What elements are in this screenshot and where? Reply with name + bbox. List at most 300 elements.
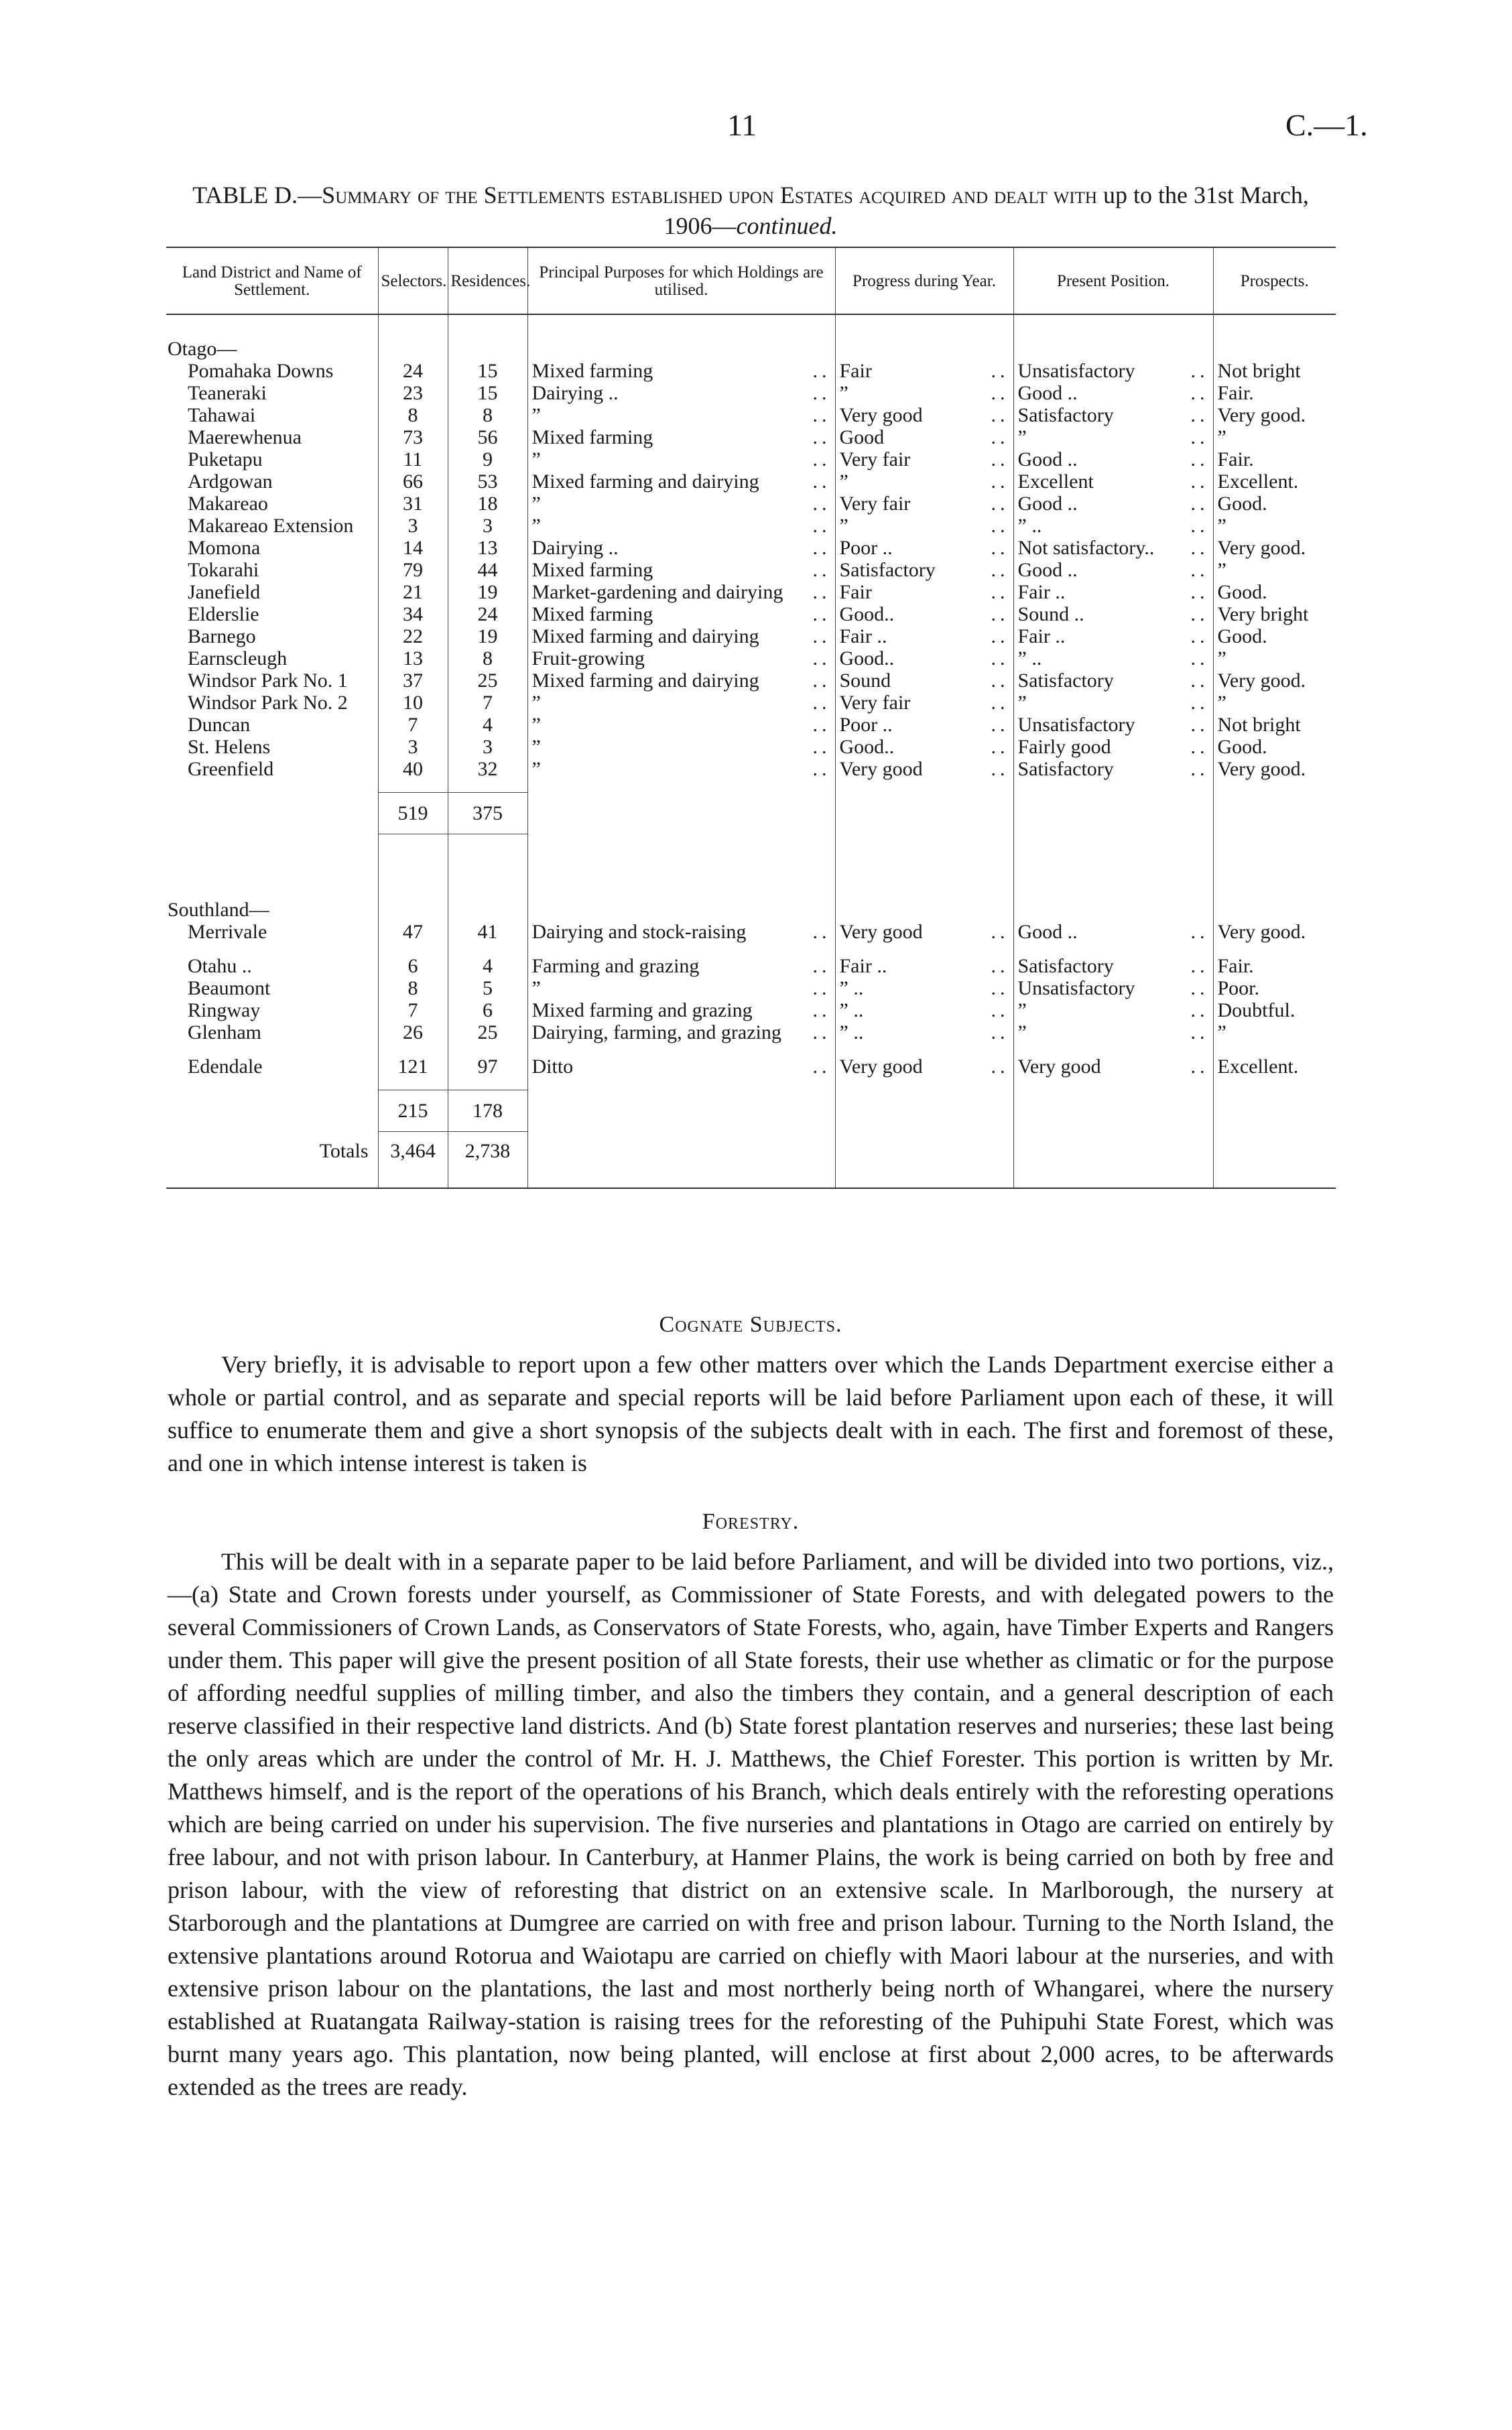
prospects-text: Good. — [1213, 625, 1336, 647]
dot-leader: .. — [1190, 1056, 1209, 1078]
dot-leader: .. — [991, 977, 1009, 999]
column-header: Residences. — [448, 247, 527, 314]
prospects-text: Very good. — [1213, 404, 1336, 426]
position-text: Good .. — [1017, 493, 1078, 515]
progress-text-cell — [835, 493, 1013, 515]
purpose-text: Ditto — [531, 1056, 574, 1078]
purpose-text-cell — [527, 736, 835, 758]
progress-text-cell — [835, 382, 1013, 404]
progress-text: Good.. — [839, 736, 895, 758]
progress-text-cell — [835, 921, 1013, 943]
progress-text: Good.. — [839, 647, 895, 669]
progress-text: Fair — [839, 581, 872, 603]
position-text: ” — [1017, 999, 1027, 1021]
dot-leader: .. — [812, 493, 831, 515]
column-header: Land District and Name of Settlement. — [166, 247, 378, 314]
dot-leader: .. — [812, 448, 831, 470]
progress-text-cell — [835, 1056, 1013, 1078]
progress-text-cell — [835, 603, 1013, 625]
table-row — [166, 692, 1336, 714]
table-row — [166, 515, 1336, 537]
dot-leader: .. — [991, 758, 1009, 780]
progress-text: Fair .. — [839, 955, 887, 977]
dot-leader: .. — [1190, 625, 1209, 647]
table-row — [166, 382, 1336, 404]
dot-leader: .. — [991, 448, 1009, 470]
table-row — [166, 1056, 1336, 1078]
dot-leader: .. — [812, 515, 831, 537]
position-text-cell — [1013, 581, 1213, 603]
dot-leader: .. — [1190, 559, 1209, 581]
progress-text-cell — [835, 625, 1013, 647]
dot-leader: .. — [1190, 515, 1209, 537]
table-row — [166, 977, 1336, 999]
subtotal-selectors: 519 — [378, 793, 448, 834]
purpose-text: Mixed farming and grazing — [531, 999, 753, 1021]
progress-text-cell — [835, 470, 1013, 493]
position-text: Very good — [1017, 1056, 1101, 1078]
table-row — [166, 1021, 1336, 1043]
dot-leader: .. — [812, 647, 831, 669]
position-text: Not satisfactory.. — [1017, 537, 1155, 559]
dot-leader: .. — [991, 736, 1009, 758]
progress-text-cell — [835, 977, 1013, 999]
subtotal-selectors: 215 — [378, 1090, 448, 1132]
table-row — [166, 581, 1336, 603]
forestry-heading: Forestry. — [702, 1509, 800, 1534]
settlement-name: Glenham — [188, 1021, 261, 1043]
dot-leader: .. — [991, 1056, 1009, 1078]
position-text: Fair .. — [1017, 581, 1066, 603]
region-label: Otago— — [168, 338, 237, 360]
residences-count: 8 — [448, 647, 527, 669]
dot-leader: .. — [1190, 360, 1209, 382]
dot-leader: .. — [1190, 581, 1209, 603]
position-text: Satisfactory — [1017, 404, 1114, 426]
column-header: Prospects. — [1213, 247, 1336, 314]
progress-text: Poor .. — [839, 714, 893, 736]
selectors-count: 31 — [378, 493, 448, 515]
table-row — [166, 625, 1336, 647]
prospects-text: ” — [1213, 692, 1336, 714]
dot-leader: .. — [991, 559, 1009, 581]
progress-text: ” .. — [839, 977, 864, 999]
settlement-name: Earnscleugh — [188, 647, 288, 669]
prospects-text: Good. — [1213, 493, 1336, 515]
prospects-text: Fair. — [1213, 448, 1336, 470]
purpose-text-cell — [527, 955, 835, 977]
dot-leader: .. — [812, 360, 831, 382]
table-row — [166, 426, 1336, 448]
selectors-count: 121 — [378, 1056, 448, 1078]
settlement-name: Greenfield — [188, 758, 274, 780]
position-text: ” .. — [1017, 647, 1042, 669]
dot-leader: .. — [812, 714, 831, 736]
totals-row — [166, 1132, 1336, 1175]
residences-count: 41 — [448, 921, 527, 943]
prospects-text: Good. — [1213, 736, 1336, 758]
selectors-count: 13 — [378, 647, 448, 669]
selectors-count: 79 — [378, 559, 448, 581]
progress-text: ” .. — [839, 999, 864, 1021]
residences-count: 24 — [448, 603, 527, 625]
residences-count: 19 — [448, 581, 527, 603]
settlement-name: Windsor Park No. 1 — [188, 669, 348, 692]
dot-leader: .. — [1190, 382, 1209, 404]
table-row — [166, 955, 1336, 977]
progress-text-cell — [835, 559, 1013, 581]
progress-text: Fair — [839, 360, 872, 382]
dot-leader: .. — [812, 426, 831, 448]
position-text: ” — [1017, 426, 1027, 448]
purpose-text-cell — [527, 360, 835, 382]
purpose-text: Fruit-growing — [531, 647, 645, 669]
settlement-name: Elderslie — [188, 603, 259, 625]
settlement-name: Barnego — [188, 625, 256, 647]
dot-leader: .. — [1190, 404, 1209, 426]
position-text-cell — [1013, 470, 1213, 493]
purpose-text-cell — [527, 382, 835, 404]
dot-leader: .. — [991, 404, 1009, 426]
dot-leader: .. — [1190, 714, 1209, 736]
subtotal-residences: 375 — [448, 793, 527, 834]
purpose-text-cell — [527, 559, 835, 581]
progress-text: Satisfactory — [839, 559, 936, 581]
position-text-cell — [1013, 625, 1213, 647]
purpose-text: Mixed farming — [531, 559, 653, 581]
dot-leader: .. — [991, 955, 1009, 977]
column-header: Present Position. — [1013, 247, 1213, 314]
settlement-name: Merrivale — [188, 921, 267, 943]
position-text-cell — [1013, 758, 1213, 780]
purpose-text: ” — [531, 977, 541, 999]
position-text: Unsatisfactory — [1017, 714, 1135, 736]
table-row — [166, 999, 1336, 1021]
table-header-row — [166, 247, 1336, 314]
settlement-name: Duncan — [188, 714, 251, 736]
dot-leader: .. — [1190, 999, 1209, 1021]
dot-leader: .. — [812, 758, 831, 780]
position-text: ” — [1017, 1021, 1027, 1043]
residences-count: 56 — [448, 426, 527, 448]
progress-text: ” — [839, 382, 848, 404]
purpose-text: ” — [531, 714, 541, 736]
selectors-count: 26 — [378, 1021, 448, 1043]
settlement-name: Windsor Park No. 2 — [188, 692, 348, 714]
residences-count: 3 — [448, 515, 527, 537]
residences-count: 53 — [448, 470, 527, 493]
selectors-count: 8 — [378, 404, 448, 426]
selectors-count: 22 — [378, 625, 448, 647]
position-text-cell — [1013, 448, 1213, 470]
dot-leader: .. — [812, 999, 831, 1021]
purpose-text-cell — [527, 977, 835, 999]
settlement-name: Ringway — [188, 999, 261, 1021]
progress-text: ” — [839, 515, 848, 537]
purpose-text: ” — [531, 404, 541, 426]
dot-leader: .. — [991, 493, 1009, 515]
prospects-text: Very good. — [1213, 669, 1336, 692]
position-text: ” .. — [1017, 515, 1042, 537]
residences-count: 25 — [448, 669, 527, 692]
settlements-table — [166, 247, 1336, 1189]
position-text: Satisfactory — [1017, 758, 1114, 780]
position-text-cell — [1013, 736, 1213, 758]
position-text-cell — [1013, 669, 1213, 692]
dot-leader: .. — [991, 714, 1009, 736]
prospects-text: Very bright — [1213, 603, 1336, 625]
region-label: Southland— — [168, 899, 269, 921]
position-text-cell — [1013, 559, 1213, 581]
progress-text: Good.. — [839, 603, 895, 625]
dot-leader: .. — [991, 669, 1009, 692]
position-text-cell — [1013, 426, 1213, 448]
purpose-text-cell — [527, 537, 835, 559]
settlement-name: Janefield — [188, 581, 261, 603]
table-row — [166, 537, 1336, 559]
position-text: Good .. — [1017, 921, 1078, 943]
selectors-count: 11 — [378, 448, 448, 470]
residences-count: 6 — [448, 999, 527, 1021]
progress-text-cell — [835, 1021, 1013, 1043]
purpose-text: Mixed farming and dairying — [531, 625, 759, 647]
prospects-text: Excellent. — [1213, 1056, 1336, 1078]
dot-leader: .. — [1190, 537, 1209, 559]
purpose-text-cell — [527, 669, 835, 692]
purpose-text: ” — [531, 448, 541, 470]
dot-leader: .. — [812, 955, 831, 977]
position-text: Fairly good — [1017, 736, 1111, 758]
position-text-cell — [1013, 404, 1213, 426]
dot-leader: .. — [991, 470, 1009, 493]
prospects-text: ” — [1213, 426, 1336, 448]
selectors-count: 66 — [378, 470, 448, 493]
progress-text-cell — [835, 999, 1013, 1021]
dot-leader: .. — [1190, 669, 1209, 692]
forestry-paragraph: This will be dealt with in a separate paper to be laid before Parliament, and will be divided into two portions, viz.,—(a) State and Crown forests under yourself, as Commissioner of State Forests, and with delegated powers to the several Commissioners of Crown Lands, as Conservators of State Forests, who, again, have Timber Experts and Rangers under them. This paper will give the present position of all State forests, their use whether as climatic or for the purpose of affording needful supplies of milling timber, and also the timbers they contain, and a general description of each reserve classified in their respective land districts. And (b) State forest plantation reserves and nurseries; these last being the only areas which are under the control of Mr. H. J. Matthews, the Chief Forester. This portion is written by Mr. Matthews himself, and is the report of the operations of his Branch, which deals entirely with the reforesting operations which are being carried on under his supervision. The five nurseries and plantations in Otago are carried on entirely by free labour, and not with prison labour. In Canterbury, at Hanmer Plains, the work is being carried on both by free and prison labour, with the view of reforesting that district on an extensive scale. In Marlborough, the nursery at Starborough and the plantations at Dumgree are carried on with free and prison labour. Turning to the North Island, the extensive plantations around Rotorua and Waiotapu are carried on chiefly with Maori labour at the nurseries, and with extensive prison labour on the plantations, the last and most northerly being north of Whangarei, where the nursery established at Ruatangata Railway-station is raising trees for the reforesting of the Puhipuhi State Forest, which was burnt many years ago. This plantation, now being planted, will enclose at first about 2,000 acres, to be afterwards extended as the trees are ready. — [168, 1548, 1334, 2100]
residences-count: 25 — [448, 1021, 527, 1043]
selectors-count: 37 — [378, 669, 448, 692]
progress-text-cell — [835, 448, 1013, 470]
purpose-text: Mixed farming and dairying — [531, 669, 759, 692]
selectors-count: 24 — [378, 360, 448, 382]
residences-count: 9 — [448, 448, 527, 470]
table-row — [166, 669, 1336, 692]
dot-leader: .. — [812, 404, 831, 426]
purpose-text: Dairying .. — [531, 382, 619, 404]
prospects-text: Fair. — [1213, 955, 1336, 977]
prospects-text: Very good. — [1213, 758, 1336, 780]
table-body — [166, 314, 1336, 1188]
purpose-text-cell — [527, 647, 835, 669]
progress-text: Very fair — [839, 448, 911, 470]
purpose-text-cell — [527, 470, 835, 493]
residences-count: 5 — [448, 977, 527, 999]
residences-count: 19 — [448, 625, 527, 647]
position-text-cell — [1013, 955, 1213, 977]
totals-selectors: 3,464 — [378, 1132, 448, 1175]
position-text-cell — [1013, 977, 1213, 999]
position-text: Satisfactory — [1017, 669, 1114, 692]
cognate-heading: Cognate Subjects. — [659, 1312, 842, 1337]
selectors-count: 40 — [378, 758, 448, 780]
position-text-cell — [1013, 382, 1213, 404]
position-text-cell — [1013, 493, 1213, 515]
region-row-otago — [166, 338, 1336, 360]
purpose-text-cell — [527, 603, 835, 625]
purpose-text-cell — [527, 515, 835, 537]
progress-text: Very good — [839, 404, 923, 426]
dot-leader: .. — [991, 999, 1009, 1021]
settlement-name: Tokarahi — [188, 559, 259, 581]
cognate-paragraph: Very briefly, it is advisable to report upon a few other matters over which the Lands Department exercise either a whole or partial control, and as separate and special reports will be laid before Parliament upon each of these, it will suffice to enumerate them and give a short synopsis of the subjects dealt with in each. The first and foremost of these, and one in which intense interest is taken is — [168, 1351, 1334, 1476]
dot-leader: .. — [812, 692, 831, 714]
position-text-cell — [1013, 714, 1213, 736]
dot-leader: .. — [812, 669, 831, 692]
residences-count: 32 — [448, 758, 527, 780]
dot-leader: .. — [1190, 758, 1209, 780]
table-row — [166, 559, 1336, 581]
progress-text-cell — [835, 758, 1013, 780]
dot-leader: .. — [991, 581, 1009, 603]
selectors-count: 10 — [378, 692, 448, 714]
progress-text: Very good — [839, 758, 923, 780]
position-text: Good .. — [1017, 382, 1078, 404]
dot-leader: .. — [812, 921, 831, 943]
residences-count: 13 — [448, 537, 527, 559]
purpose-text: Mixed farming — [531, 603, 653, 625]
purpose-text: Dairying, farming, and grazing — [531, 1021, 781, 1043]
purpose-text: Dairying .. — [531, 537, 619, 559]
residences-count: 18 — [448, 493, 527, 515]
selectors-count: 73 — [378, 426, 448, 448]
settlement-name: Puketapu — [188, 448, 263, 470]
dot-leader: .. — [812, 977, 831, 999]
position-text: Excellent — [1017, 470, 1094, 493]
progress-text: Sound — [839, 669, 891, 692]
selectors-count: 21 — [378, 581, 448, 603]
dot-leader: .. — [1190, 692, 1209, 714]
dot-leader: .. — [812, 736, 831, 758]
purpose-text: ” — [531, 758, 541, 780]
subtotal-residences: 178 — [448, 1090, 527, 1132]
progress-text-cell — [835, 360, 1013, 382]
position-text: Fair .. — [1017, 625, 1066, 647]
settlement-name: Makareao Extension — [188, 515, 354, 537]
purpose-text-cell — [527, 1021, 835, 1043]
purpose-text-cell — [527, 581, 835, 603]
table-row — [166, 448, 1336, 470]
selectors-count: 47 — [378, 921, 448, 943]
position-text-cell — [1013, 647, 1213, 669]
residences-count: 97 — [448, 1056, 527, 1078]
dot-leader: .. — [812, 1056, 831, 1078]
dot-leader: .. — [1190, 470, 1209, 493]
purpose-text: Mixed farming — [531, 360, 653, 382]
purpose-text-cell — [527, 714, 835, 736]
position-text: Good .. — [1017, 448, 1078, 470]
settlement-name: Maerewhenua — [188, 426, 302, 448]
dot-leader: .. — [991, 647, 1009, 669]
settlement-name: Beaumont — [188, 977, 271, 999]
residences-count: 44 — [448, 559, 527, 581]
dot-leader: .. — [991, 921, 1009, 943]
table-row — [166, 603, 1336, 625]
subtotal-row — [166, 1090, 1336, 1132]
position-text: Unsatisfactory — [1017, 977, 1135, 999]
settlement-name: Makareao — [188, 493, 268, 515]
settlement-name: Otahu .. — [188, 955, 252, 977]
progress-text: Very fair — [839, 692, 911, 714]
residences-count: 8 — [448, 404, 527, 426]
table-row — [166, 921, 1336, 943]
prospects-text: Very good. — [1213, 537, 1336, 559]
dot-leader: .. — [1190, 426, 1209, 448]
dot-leader: .. — [812, 625, 831, 647]
dot-leader: .. — [1190, 921, 1209, 943]
prospects-text: ” — [1213, 647, 1336, 669]
position-text-cell — [1013, 1021, 1213, 1043]
settlement-name: St. Helens — [188, 736, 271, 758]
dot-leader: .. — [1190, 1021, 1209, 1043]
dot-leader: .. — [991, 603, 1009, 625]
table-row — [166, 758, 1336, 780]
residences-count: 3 — [448, 736, 527, 758]
settlement-name: Tahawai — [188, 404, 256, 426]
dot-leader: .. — [812, 1021, 831, 1043]
prospects-text: Very good. — [1213, 921, 1336, 943]
position-text-cell — [1013, 360, 1213, 382]
position-text: ” — [1017, 692, 1027, 714]
purpose-text: ” — [531, 515, 541, 537]
dot-leader: .. — [812, 603, 831, 625]
dot-leader: .. — [812, 470, 831, 493]
position-text-cell — [1013, 692, 1213, 714]
table-row — [166, 736, 1336, 758]
selectors-count: 6 — [378, 955, 448, 977]
region-row-southland — [166, 899, 1336, 921]
purpose-text-cell — [527, 1056, 835, 1078]
dot-leader: .. — [991, 537, 1009, 559]
purpose-text: ” — [531, 736, 541, 758]
table-row — [166, 404, 1336, 426]
purpose-text: Mixed farming and dairying — [531, 470, 759, 493]
dot-leader: .. — [991, 1021, 1009, 1043]
position-text-cell — [1013, 999, 1213, 1021]
position-text: Unsatisfactory — [1017, 360, 1135, 382]
position-text: Good .. — [1017, 559, 1078, 581]
progress-text-cell — [835, 714, 1013, 736]
selectors-count: 3 — [378, 736, 448, 758]
progress-text-cell — [835, 955, 1013, 977]
page-number: 11 — [727, 108, 757, 142]
dot-leader: .. — [1190, 647, 1209, 669]
purpose-text: Market-gardening and dairying — [531, 581, 783, 603]
position-text-cell — [1013, 515, 1213, 537]
dot-leader: .. — [812, 537, 831, 559]
dot-leader: .. — [812, 382, 831, 404]
progress-text-cell — [835, 736, 1013, 758]
settlement-name: Teaneraki — [188, 382, 267, 404]
settlement-name: Momona — [188, 537, 261, 559]
table-row — [166, 470, 1336, 493]
residences-count: 4 — [448, 714, 527, 736]
settlement-name: Pomahaka Downs — [188, 360, 334, 382]
dot-leader: .. — [1190, 736, 1209, 758]
settlement-name: Edendale — [188, 1056, 263, 1078]
table-title-prefix: TABLE D.— — [192, 182, 322, 208]
dot-leader: .. — [1190, 603, 1209, 625]
